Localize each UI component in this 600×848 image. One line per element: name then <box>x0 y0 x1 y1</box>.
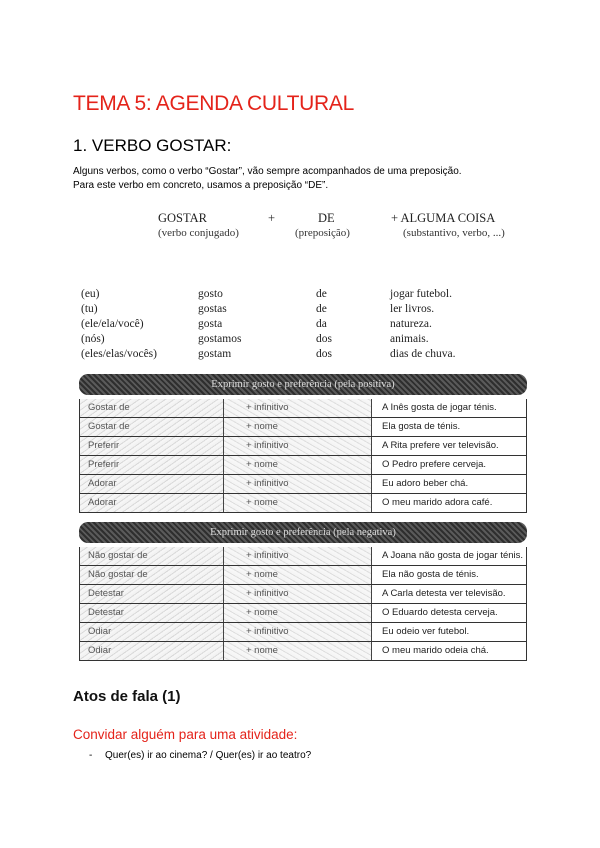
cell-complement: + nome <box>223 642 371 660</box>
conj-object: animais. <box>390 333 429 345</box>
table-row <box>79 604 527 623</box>
conj-pronoun: (eu) <box>81 288 100 300</box>
intro-text-line-1: Alguns verbos, como o verbo “Gostar”, vão sempre acompanhados de uma preposição. <box>73 166 462 177</box>
table-row <box>79 418 527 437</box>
scheme-alguma-coisa-sub: (substantivo, verbo, ...) <box>403 227 505 239</box>
cell-complement: + nome <box>223 418 371 436</box>
conj-pronoun: (ele/ela/você) <box>81 318 144 330</box>
table-positive-header: Exprimir gosto e preferência (pela positiva) <box>79 374 527 395</box>
cell-verb: Gostar de <box>80 418 223 436</box>
table-row <box>79 566 527 585</box>
cell-complement: + infinitivo <box>223 585 371 603</box>
scheme-de-sub: (preposição) <box>295 227 350 239</box>
cell-complement: + nome <box>223 456 371 474</box>
cell-verb: Odiar <box>80 623 223 641</box>
cell-example: O meu marido odeia chá. <box>371 642 526 660</box>
cell-complement: + infinitivo <box>223 547 371 565</box>
bullet-text: Quer(es) ir ao cinema? / Quer(es) ir ao teatro? <box>105 750 312 761</box>
cell-complement: + infinitivo <box>223 399 371 417</box>
cell-complement: + nome <box>223 494 371 512</box>
cell-example: A Joana não gosta de jogar ténis. <box>371 547 526 565</box>
cell-complement: + infinitivo <box>223 475 371 493</box>
conj-object: ler livros. <box>390 303 435 315</box>
cell-verb: Detestar <box>80 585 223 603</box>
conj-verb: gostamos <box>198 333 242 345</box>
table-positive <box>79 374 527 513</box>
cell-verb: Detestar <box>80 604 223 622</box>
cell-verb: Adorar <box>80 494 223 512</box>
scheme-plus: + <box>268 211 276 225</box>
conj-prep: dos <box>316 348 332 360</box>
cell-example: O meu marido adora café. <box>371 494 526 512</box>
conj-pronoun: (eles/elas/vocês) <box>81 348 157 360</box>
cell-verb: Preferir <box>80 437 223 455</box>
cell-example: A Inês gosta de jogar ténis. <box>371 399 526 417</box>
table-row <box>79 585 527 604</box>
cell-example: A Carla detesta ver televisão. <box>371 585 526 603</box>
table-negative-header: Exprimir gosto e preferência (pela negativa) <box>79 522 527 543</box>
conj-object: natureza. <box>390 318 432 330</box>
cell-example: Eu adoro beber chá. <box>371 475 526 493</box>
cell-verb: Gostar de <box>80 399 223 417</box>
conj-pronoun: (tu) <box>81 303 98 315</box>
conj-prep: de <box>316 303 327 315</box>
cell-verb: Não gostar de <box>80 547 223 565</box>
table-row <box>79 642 527 661</box>
page-title: TEMA 5: AGENDA CULTURAL <box>73 92 354 115</box>
cell-verb: Odiar <box>80 642 223 660</box>
scheme-alguma-coisa: + ALGUMA COISA <box>391 211 496 225</box>
cell-complement: + nome <box>223 604 371 622</box>
conj-prep: de <box>316 288 327 300</box>
cell-example: Ela gosta de ténis. <box>371 418 526 436</box>
cell-example: O Eduardo detesta cerveja. <box>371 604 526 622</box>
table-row <box>79 475 527 494</box>
cell-verb: Preferir <box>80 456 223 474</box>
table-row <box>79 623 527 642</box>
intro-text-line-2: Para este verbo em concreto, usamos a preposição “DE”. <box>73 180 329 191</box>
conj-prep: da <box>316 318 327 330</box>
cell-complement: + nome <box>223 566 371 584</box>
scheme-gostar: GOSTAR <box>158 211 208 225</box>
scheme-de: DE <box>318 211 335 225</box>
cell-example: A Rita prefere ver televisão. <box>371 437 526 455</box>
subheading-convidar: Convidar alguém para uma atividade: <box>73 727 298 742</box>
table-negative <box>79 522 527 661</box>
conj-verb: gosto <box>198 288 223 300</box>
conj-object: jogar futebol. <box>390 288 452 300</box>
cell-example: Eu odeio ver futebol. <box>371 623 526 641</box>
conj-prep: dos <box>316 333 332 345</box>
conj-verb: gostam <box>198 348 232 360</box>
conj-verb: gosta <box>198 318 223 330</box>
section-heading-verbo-gostar: 1. VERBO GOSTAR: <box>73 136 232 155</box>
cell-verb: Adorar <box>80 475 223 493</box>
bullet-dash: - <box>89 750 93 761</box>
conj-object: dias de chuva. <box>390 348 456 360</box>
section-heading-atos-de-fala: Atos de fala (1) <box>73 688 181 705</box>
cell-complement: + infinitivo <box>223 623 371 641</box>
table-row <box>79 399 527 418</box>
scheme-gostar-sub: (verbo conjugado) <box>158 227 239 239</box>
cell-example: O Pedro prefere cerveja. <box>371 456 526 474</box>
conj-verb: gostas <box>198 303 227 315</box>
table-row <box>79 456 527 475</box>
cell-complement: + infinitivo <box>223 437 371 455</box>
cell-verb: Não gostar de <box>80 566 223 584</box>
table-row <box>79 547 527 566</box>
table-row <box>79 437 527 456</box>
table-row <box>79 494 527 513</box>
list-item <box>89 750 311 761</box>
cell-example: Ela não gosta de ténis. <box>371 566 526 584</box>
conj-pronoun: (nós) <box>81 333 105 345</box>
